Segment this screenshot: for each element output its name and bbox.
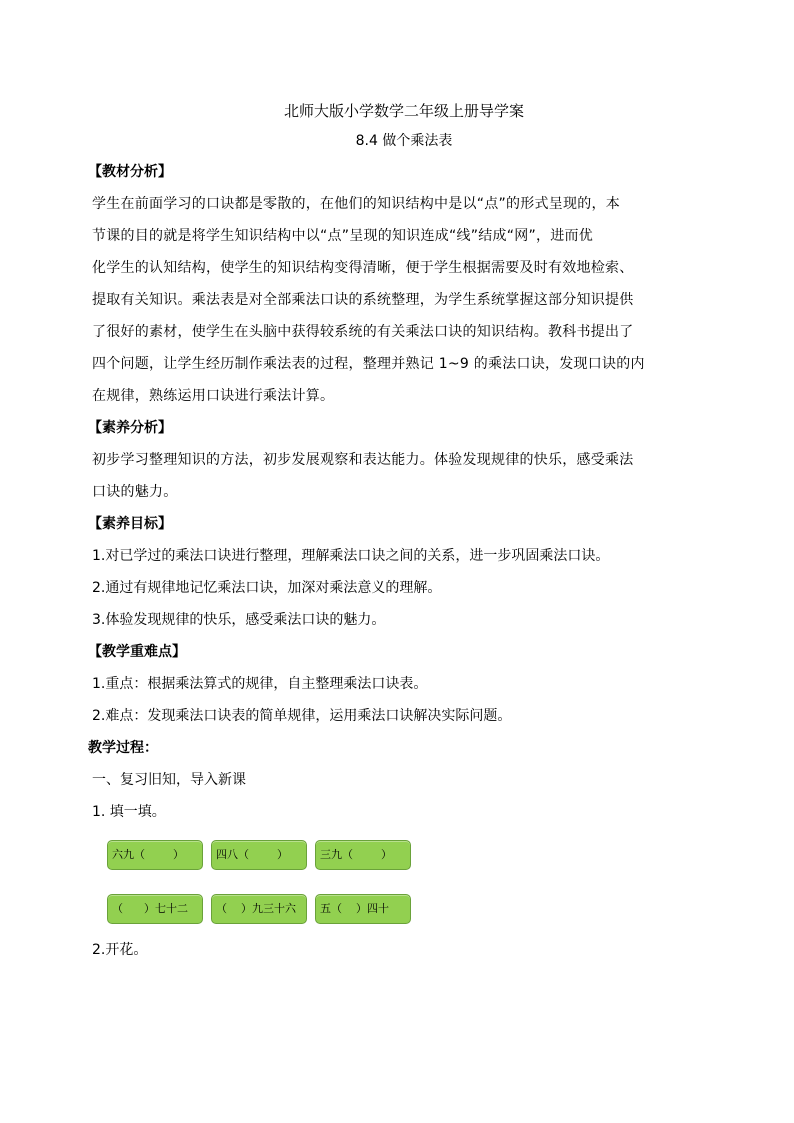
literacy-analysis-paragraph [92,444,708,508]
material-analysis-paragraph [92,188,708,412]
section-heading-material: 【教材分析】 [88,164,172,180]
lesson-subtitle: 8.4 做个乘法表 [355,133,453,149]
paragraph-line: 了很好的素材，使学生在头脑中获得较系统的有关乘法口诀的知识结构。教科书提出了 [92,324,634,340]
paragraph-line: 初步学习整理知识的方法，初步发展观察和表达能力。体验发现规律的快乐，感受乘法 [92,452,634,468]
exercise-label: 2.开花。 [92,942,148,958]
paragraph-line: 节课的目的就是将学生知识结构中以“点”呈现的知识连成“线”结成“网”，进而优 [92,228,594,244]
goal-item: 1.对已学过的乘法口诀进行整理，理解乘法口诀之间的关系，进一步巩固乘法口诀。 [92,548,610,564]
paragraph-line: 学生在前面学习的口诀都是零散的，在他们的知识结构中是以“点”的形式呈现的，本 [92,196,621,212]
paragraph-line: 提取有关知识。乘法表是对全部乘法口诀的系统整理，为学生系统掌握这部分知识提供 [92,292,634,308]
document-title: 北师大版小学数学二年级上册导学案 [283,102,524,120]
document-page [88,96,708,966]
process-step-title: 一、复习旧知，导入新课 [92,772,246,788]
section-heading-key-points: 【教学重难点】 [88,644,186,660]
section-heading-process: 教学过程： [88,740,158,756]
paragraph-line: 在规律，熟练运用口诀进行乘法计算。 [92,388,335,404]
goal-item: 3.体验发现规律的快乐，感受乘法口诀的魅力。 [92,612,386,628]
exercise-box-row [107,840,708,872]
exercise-box[interactable]: 四八（ ） [211,840,307,870]
exercise-label: 1. 填一填。 [92,804,166,820]
section-heading-literacy: 【素养分析】 [88,420,172,436]
exercise-box[interactable]: 五（ ）四十 [315,894,411,924]
key-point-item: 1.重点：根据乘法算式的规律，自主整理乘法口诀表。 [92,676,428,692]
exercise-box-row [107,894,708,926]
paragraph-line: 四个问题，让学生经历制作乘法表的过程，整理并熟记 1~9 的乘法口诀，发现口诀的内 [92,356,645,372]
paragraph-line: 口诀的魅力。 [92,484,178,500]
exercise-box[interactable]: （ ）九三十六 [211,894,307,924]
paragraph-line: 化学生的认知结构，使学生的知识结构变得清晰，便于学生根据需要及时有效地检索、 [92,260,634,276]
goal-item: 2.通过有规律地记忆乘法口诀，加深对乘法意义的理解。 [92,580,442,596]
key-point-item: 2.难点：发现乘法口诀表的简单规律，运用乘法口诀解决实际问题。 [92,708,512,724]
exercise-box[interactable]: 三九（ ） [315,840,411,870]
exercise-box[interactable]: 六九（ ） [107,840,203,870]
exercise-box[interactable]: （ ）七十二 [107,894,203,924]
section-heading-goals: 【素养目标】 [88,516,172,532]
